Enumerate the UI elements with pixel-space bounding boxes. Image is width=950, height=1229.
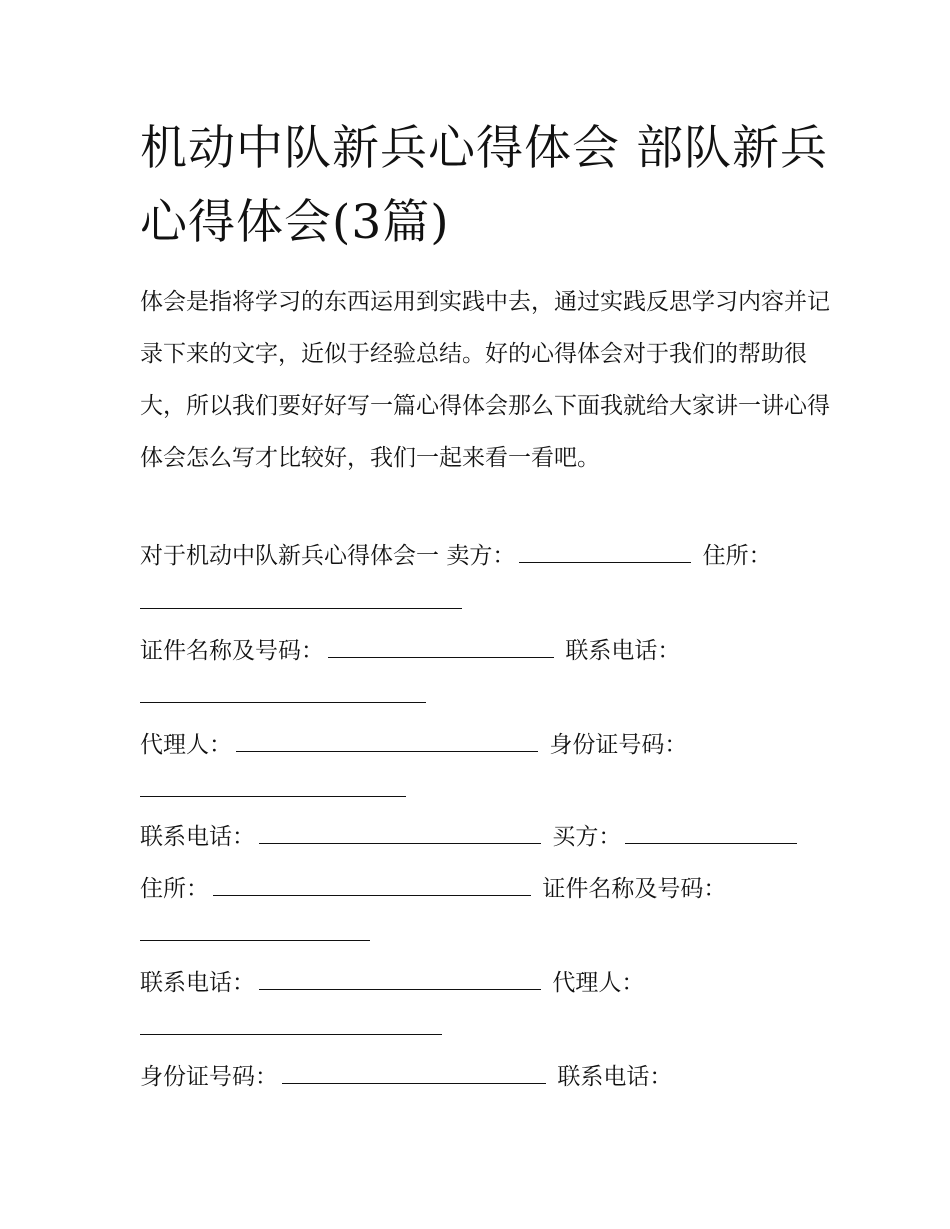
buyer-id-doc-blank[interactable] (140, 939, 370, 941)
seller-agent-label: 代理人： (140, 732, 232, 758)
form-line-seller (140, 534, 772, 576)
form-line-buyer-phone (140, 961, 644, 1003)
form-line-buyer-address (140, 867, 726, 909)
seller-phone-blank[interactable] (140, 701, 426, 703)
seller-blank[interactable] (519, 534, 691, 563)
seller-label: 卖方： (446, 543, 516, 569)
buyer-agent-id-blank[interactable] (282, 1055, 546, 1084)
form-line-seller-agent (140, 723, 687, 765)
buyer-agent-id-label: 身份证号码： (140, 1064, 278, 1090)
buyer-agent-label: 代理人： (552, 970, 645, 996)
section-label: 对于机动中队新兵心得体会一 (140, 543, 439, 569)
buyer-label: 买方： (552, 824, 622, 850)
seller-agent-blank[interactable] (236, 723, 538, 752)
intro-paragraph: 体会是指将学习的东西运用到实践中去，通过实践反思学习内容并记录下来的文字，近似于经验总结。好的心得体会对于我们的帮助很大，所以我们要好好写一篇心得体会那么下面我就给大家讲一讲心得体会怎么写才比较好，我们一起来看一看吧。 (140, 289, 830, 471)
buyer-address-label: 住所： (140, 876, 209, 902)
buyer-address-blank[interactable] (213, 867, 531, 896)
buyer-agent-blank[interactable] (140, 1033, 442, 1035)
seller-agent-phone-label: 联系电话： (140, 824, 255, 850)
buyer-phone-label: 联系电话： (140, 970, 255, 996)
buyer-blank[interactable] (625, 815, 797, 844)
buyer-id-doc-label: 证件名称及号码： (542, 876, 727, 902)
seller-agent-id-label: 身份证号码： (549, 732, 688, 758)
buyer-phone-blank[interactable] (259, 961, 541, 990)
seller-address-blank[interactable] (140, 607, 462, 609)
page-title: 机动中队新兵心得体会 部队新兵心得体会(3篇) (140, 121, 828, 250)
seller-phone-label: 联系电话： (565, 638, 681, 664)
form-line-buyer (140, 815, 801, 857)
buyer-agent-phone-label: 联系电话： (557, 1064, 673, 1090)
seller-id-doc-blank[interactable] (328, 629, 554, 658)
seller-address-label: 住所： (702, 543, 772, 569)
form-line-buyer-agent-id (140, 1055, 672, 1097)
seller-agent-id-blank[interactable] (140, 795, 406, 797)
seller-agent-phone-blank[interactable] (259, 815, 541, 844)
seller-id-doc-label: 证件名称及号码： (140, 638, 324, 664)
form-line-seller-id (140, 629, 680, 671)
